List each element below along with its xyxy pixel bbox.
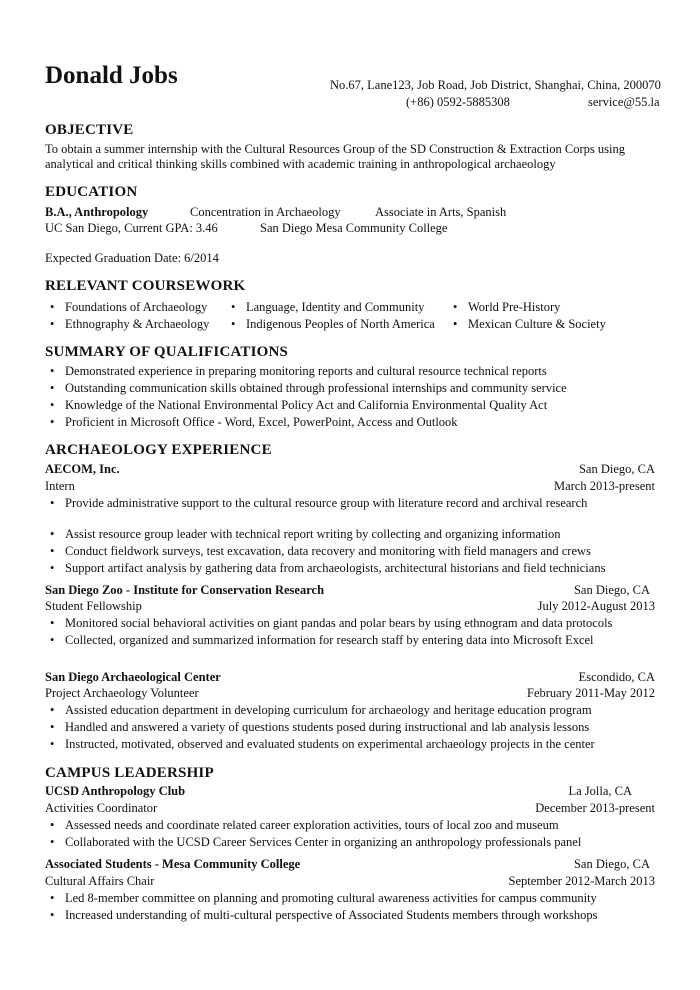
job-location: San Diego, CA xyxy=(578,462,655,476)
qualification-item: • Proficient in Microsoft Office - Word, Excel, PowerPoint, Access and Outlook xyxy=(50,415,458,429)
job-role: Intern xyxy=(45,479,75,493)
role-title: Activities Coordinator xyxy=(45,801,158,815)
role-org: UCSD Anthropology Club xyxy=(45,784,186,798)
school: UC San Diego, Current GPA: 3.46 xyxy=(45,221,218,235)
job-item: • Conduct fieldwork surveys, test excavation, data recovery and monitoring with field managers and crews xyxy=(50,544,591,558)
role-item: • Assessed needs and coordinate related career exploration activities, tours of local zoo and museum xyxy=(50,818,559,832)
job-item: • Collected, organized and summarized information for research staff by entering data into Microsoft Excel xyxy=(50,633,594,647)
job-item: • Provide administrative support to the cultural resource group with literature record and archival research xyxy=(50,496,588,510)
job-location: Escondido, CA xyxy=(578,670,655,684)
job-item: • Support artifact analysis by gathering data from archaeologists, architectural historians and field technicians xyxy=(50,561,606,575)
course-item: • Indigenous Peoples of North America xyxy=(231,317,435,331)
phone: (+86) 0592-5885308 xyxy=(406,95,510,109)
role-location: La Jolla, CA xyxy=(568,784,632,798)
leadership-heading: CAMPUS LEADERSHIP xyxy=(45,765,214,781)
qualification-item: • Demonstrated experience in preparing monitoring reports and cultural resource technical reports xyxy=(50,364,547,378)
job-item: • Assisted education department in developing curriculum for archaeology and heritage education program xyxy=(50,703,592,717)
job-item: • Instructed, motivated, observed and evaluated students on experimental archaeology projects in the center xyxy=(50,737,595,751)
course-item: • Ethnography & Archaeology xyxy=(50,317,210,331)
objective-heading: OBJECTIVE xyxy=(45,122,134,138)
job-role: Student Fellowship xyxy=(45,599,142,613)
job-dates: March 2013-present xyxy=(553,479,655,493)
job-org: San Diego Zoo - Institute for Conservation Research xyxy=(45,583,325,597)
associate-degree: Associate in Arts, Spanish xyxy=(375,205,507,219)
email: service@55.la xyxy=(588,95,660,109)
course-item: • Mexican Culture & Society xyxy=(453,317,606,331)
job-item: • Monitored social behavioral activities on giant pandas and polar bears by using ethnogram and data protocols xyxy=(50,616,613,630)
education-heading: EDUCATION xyxy=(45,184,138,200)
objective-line: analytical and critical thinking skills combined with academic training in anthropological archaeology xyxy=(45,157,556,171)
qualification-item: • Outstanding communication skills obtained through professional internships and community service xyxy=(50,381,567,395)
course-item: • Foundations of Archaeology xyxy=(50,300,208,314)
coursework-heading: RELEVANT COURSEWORK xyxy=(45,278,246,294)
course-item: • World Pre-History xyxy=(453,300,561,314)
job-org: San Diego Archaeological Center xyxy=(45,670,221,684)
job-item: • Assist resource group leader with technical report writing by collecting and organizing information xyxy=(50,527,561,541)
role-item: • Led 8-member committee on planning and promoting cultural awareness activities for campus community xyxy=(50,891,597,905)
role-location: San Diego, CA xyxy=(573,857,650,871)
job-org: AECOM, Inc. xyxy=(45,462,120,476)
college: San Diego Mesa Community College xyxy=(260,221,448,235)
graduation-date: Expected Graduation Date: 6/2014 xyxy=(45,251,219,265)
qualification-item: • Knowledge of the National Environmental Policy Act and California Environmental Quality Act xyxy=(50,398,548,412)
course-item: • Language, Identity and Community xyxy=(231,300,425,314)
role-title: Cultural Affairs Chair xyxy=(45,874,155,888)
degree: B.A., Anthropology xyxy=(45,205,149,219)
experience-heading: ARCHAEOLOGY EXPERIENCE xyxy=(45,442,272,458)
resume-name: Donald Jobs xyxy=(45,62,178,89)
role-item: • Collaborated with the UCSD Career Services Center in organizing an anthropology professionals panel xyxy=(50,835,582,849)
job-role: Project Archaeology Volunteer xyxy=(45,686,199,700)
concentration: Concentration in Archaeology xyxy=(190,205,341,219)
job-item: • Handled and answered a variety of questions students posed during instructional and lab analysis lessons xyxy=(50,720,590,734)
address: No.67, Lane123, Job Road, Job District, Shanghai, China, 200070 xyxy=(330,78,661,92)
job-location: San Diego, CA xyxy=(573,583,650,597)
role-dates: September 2012-March 2013 xyxy=(508,874,655,888)
job-dates: July 2012-August 2013 xyxy=(537,599,655,613)
role-dates: December 2013-present xyxy=(535,801,655,815)
qualifications-heading: SUMMARY OF QUALIFICATIONS xyxy=(45,344,289,360)
role-item: • Increased understanding of multi-cultural perspective of Associated Students members through workshops xyxy=(50,908,598,922)
job-dates: February 2011-May 2012 xyxy=(527,686,655,700)
objective-line: To obtain a summer internship with the Cultural Resources Group of the SD Construction & Extraction Corps using xyxy=(45,142,625,156)
role-org: Associated Students - Mesa Community College xyxy=(45,857,301,871)
